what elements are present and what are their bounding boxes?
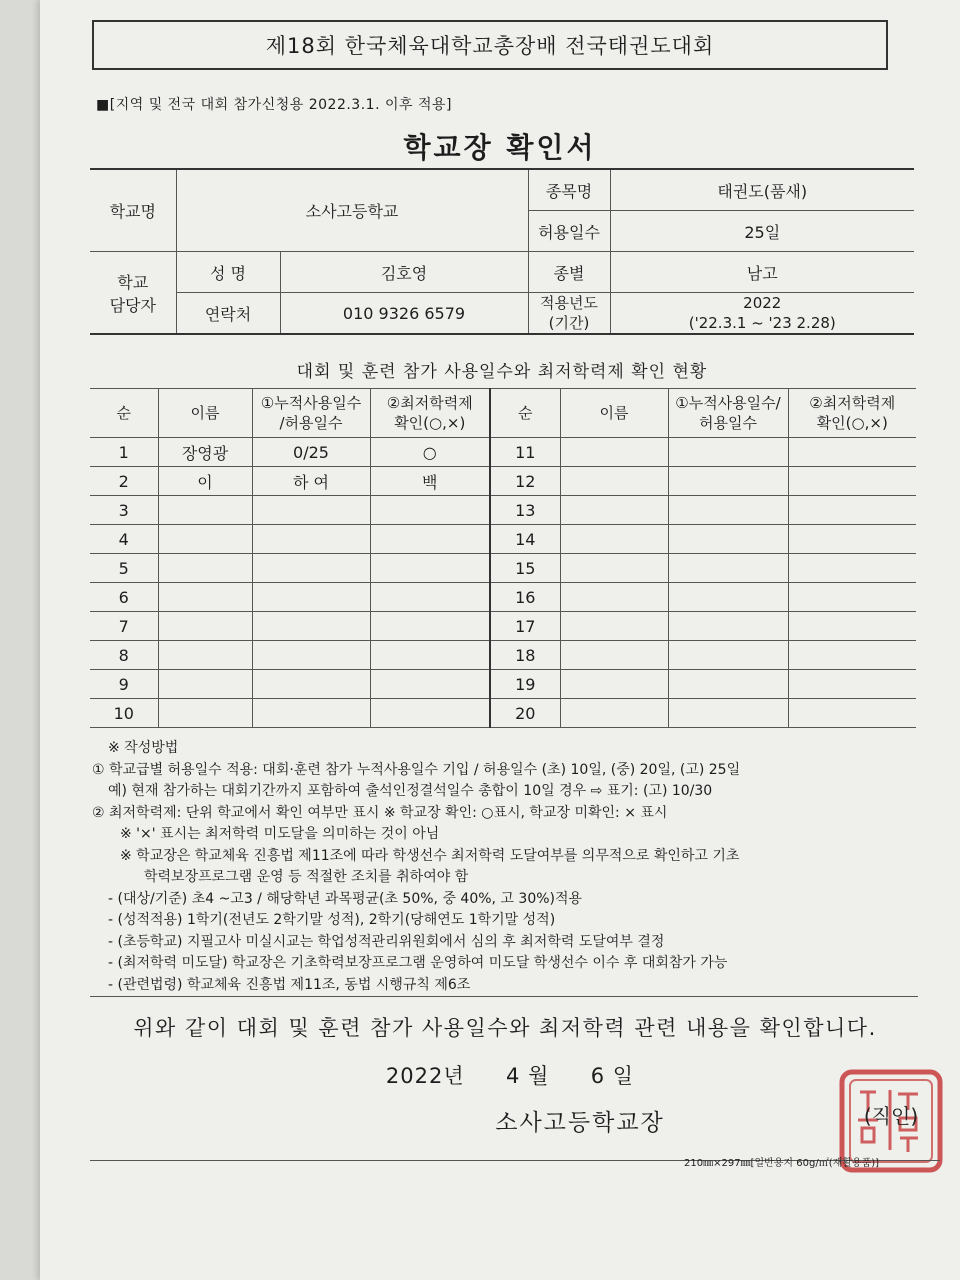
col-check-right-line1: ②최저학력제: [809, 394, 896, 412]
row-check: [370, 641, 490, 670]
row-check-right: [788, 641, 916, 670]
row-name: [158, 554, 252, 583]
row-name-right: [560, 438, 668, 467]
row-name: [158, 699, 252, 728]
col-no-right: 순: [490, 389, 560, 438]
note-line: - (관련법령) 학교체육 진흥법 제11조, 동법 시행규칙 제6조: [108, 976, 471, 993]
note-line: ① 학교급별 허용일수 적용: 대회·훈련 참가 누적사용일수 기입 / 허용일수 (초) 10일, (중) 20일, (고) 25일: [92, 761, 741, 778]
row-no: 4: [90, 525, 158, 554]
row-name: 장영광: [158, 438, 252, 467]
col-check: [370, 389, 490, 438]
note-line: ※ 학교장은 학교체육 진흥법 제11조에 따라 학생선수 최저학력 도달여부를 의무적으로 확인하고 기초: [120, 847, 740, 864]
divider: [90, 996, 918, 997]
row-name-right: [560, 641, 668, 670]
gender-value: 남고: [610, 252, 914, 293]
table-row: [90, 525, 916, 554]
event-label: 종목명: [528, 169, 610, 211]
apply-year-value-line2: ('22.3.1 ~ '23 2.28): [688, 314, 836, 332]
note-line: - (성적적용) 1학기(전년도 2학기말 성적), 2학기(당해연도 1학기말 성적): [108, 912, 556, 928]
allowed-days-value: 25일: [610, 211, 914, 252]
row-days: [252, 554, 370, 583]
row-days-right: [668, 525, 788, 554]
row-days-right: [668, 641, 788, 670]
row-check: 백: [370, 467, 490, 496]
phone-value: 010 9326 6579: [280, 293, 528, 335]
sign-date: [0, 1060, 960, 1090]
col-days-right-line2: 허용일수: [699, 414, 757, 432]
date-year: 2022년: [385, 1064, 465, 1088]
note-line: - (초등학교) 지필고사 미실시교는 학업성적관리위원회에서 심의 후 최저학력 도달여부 결정: [108, 933, 665, 950]
note-line: 학력보장프로그램 운영 등 적절한 조치를 취하여야 함: [144, 869, 469, 885]
col-days: [252, 389, 370, 438]
row-no-right: 12: [490, 467, 560, 496]
row-check-right: [788, 670, 916, 699]
row-name-right: [560, 554, 668, 583]
row-no-right: 20: [490, 699, 560, 728]
row-days-right: [668, 438, 788, 467]
phone-label: 연락처: [176, 293, 280, 335]
participation-table: [90, 388, 916, 728]
school-info-table: [90, 168, 914, 335]
row-check-right: [788, 467, 916, 496]
row-name: [158, 641, 252, 670]
row-name-right: [560, 612, 668, 641]
writing-instructions: [92, 738, 916, 996]
note-line: ※ '×' 표시는 최저학력 미도달을 의미하는 것이 아님: [120, 826, 440, 842]
row-name: 이: [158, 467, 252, 496]
event-value: 태권도(품새): [610, 169, 914, 211]
table-row: [90, 641, 916, 670]
row-no: 6: [90, 583, 158, 612]
row-name: [158, 670, 252, 699]
col-name-right: 이름: [560, 389, 668, 438]
row-check: [370, 525, 490, 554]
row-no-right: 17: [490, 612, 560, 641]
contact-label-line2: 담당자: [109, 295, 156, 315]
application-note: ■[지역 및 전국 대회 참가신청용 2022.3.1. 이후 적용]: [96, 97, 452, 113]
row-check-right: [788, 699, 916, 728]
principal-name: 소사고등학교장: [495, 1110, 665, 1136]
name-label: 성 명: [176, 252, 280, 293]
contact-label-line1: 학교: [117, 272, 149, 292]
school-name-value: 소사고등학교: [176, 169, 528, 252]
row-check: ○: [370, 438, 490, 467]
row-days: 0/25: [252, 438, 370, 467]
row-no: 10: [90, 699, 158, 728]
col-name: 이름: [158, 389, 252, 438]
gender-label: 종별: [528, 252, 610, 293]
note-line: 예) 현재 참가하는 대회기간까지 포함하여 출석인정결석일수 총합이 10일 경우 ⇨ 표기: (고) 10/30: [108, 783, 713, 799]
row-name-right: [560, 467, 668, 496]
row-days: [252, 525, 370, 554]
date-month: 4 월: [506, 1064, 550, 1088]
table-header-row: [90, 389, 916, 438]
col-check-line2: 확인(○,×): [394, 414, 466, 432]
date-day: 6 일: [590, 1064, 635, 1088]
row-days: [252, 641, 370, 670]
table-row: [90, 612, 916, 641]
apply-year-label-line1: 적용년도: [540, 294, 598, 312]
row-name: [158, 583, 252, 612]
row-name: [158, 612, 252, 641]
row-days: [252, 699, 370, 728]
note-line: - (최저학력 미도달) 학교장은 기초학력보장프로그램 운영하여 미도달 학생선수 이수 후 대회참가 가능: [108, 955, 728, 971]
row-no-right: 14: [490, 525, 560, 554]
row-no: 9: [90, 670, 158, 699]
row-no-right: 11: [490, 438, 560, 467]
confirmation-statement: 위와 같이 대회 및 훈련 참가 사용일수와 최저학력 관련 내용을 확인합니다.: [133, 1016, 877, 1040]
status-heading: 대회 및 훈련 참가 사용일수와 최저학력제 확인 현황: [296, 361, 708, 382]
school-name-label: 학교명: [90, 169, 176, 252]
row-check: [370, 699, 490, 728]
row-no-right: 19: [490, 670, 560, 699]
row-days: [252, 612, 370, 641]
table-row: [90, 554, 916, 583]
row-days: [252, 670, 370, 699]
allowed-days-label: 허용일수: [528, 211, 610, 252]
table-row: [90, 670, 916, 699]
note-line: - (대상/기준) 초4 ~고3 / 해당학년 과목평균(초 50%, 중 40%, 고 30%)적용: [108, 890, 583, 907]
row-no: 3: [90, 496, 158, 525]
row-days-right: [668, 583, 788, 612]
notes-heading: ※ 작성방법: [108, 740, 179, 756]
row-days-right: [668, 554, 788, 583]
row-no: 2: [90, 467, 158, 496]
col-check-right-line2: 확인(○,×): [816, 414, 888, 432]
event-title: 제18회 한국체육대학교총장배 전국태권도대회: [92, 20, 888, 70]
row-name: [158, 496, 252, 525]
row-check: [370, 670, 490, 699]
apply-year-value: [610, 293, 914, 335]
table-row: [90, 438, 916, 467]
row-check-right: [788, 496, 916, 525]
row-check-right: [788, 554, 916, 583]
row-name-right: [560, 583, 668, 612]
row-no-right: 15: [490, 554, 560, 583]
row-days-right: [668, 670, 788, 699]
seal-label: (직인): [863, 1104, 919, 1128]
apply-year-label: [528, 293, 610, 335]
contact-person-label: [90, 252, 176, 335]
row-days: [252, 496, 370, 525]
row-no-right: 18: [490, 641, 560, 670]
paper-spec: 210㎜×297㎜[일반용지 60g/㎡(재활용품)]: [684, 1158, 880, 1169]
row-name: [158, 525, 252, 554]
col-days-right: [668, 389, 788, 438]
row-name-right: [560, 670, 668, 699]
col-check-line1: ②최저학력제: [386, 394, 473, 412]
row-name-right: [560, 525, 668, 554]
apply-year-label-line2: (기간): [548, 314, 590, 332]
row-no: 8: [90, 641, 158, 670]
row-check: [370, 583, 490, 612]
document-title: 학교장 확인서: [403, 131, 597, 164]
row-no-right: 16: [490, 583, 560, 612]
row-days-right: [668, 699, 788, 728]
row-no: 7: [90, 612, 158, 641]
col-days-right-line1: ①누적사용일수/: [675, 394, 781, 412]
row-days-right: [668, 467, 788, 496]
row-no: 1: [90, 438, 158, 467]
row-name-right: [560, 496, 668, 525]
apply-year-value-line1: 2022: [743, 294, 782, 312]
row-check: [370, 496, 490, 525]
name-value: 김호영: [280, 252, 528, 293]
row-days: 하 여: [252, 467, 370, 496]
col-days-line2: /허용일수: [279, 414, 343, 432]
table-row: [90, 699, 916, 728]
row-check-right: [788, 438, 916, 467]
table-row: [90, 467, 916, 496]
row-check: [370, 612, 490, 641]
col-days-line1: ①누적사용일수: [260, 394, 362, 412]
row-days-right: [668, 612, 788, 641]
row-name-right: [560, 699, 668, 728]
col-check-right: [788, 389, 916, 438]
row-days: [252, 583, 370, 612]
row-no: 5: [90, 554, 158, 583]
row-check-right: [788, 612, 916, 641]
row-check-right: [788, 525, 916, 554]
col-no: 순: [90, 389, 158, 438]
row-days-right: [668, 496, 788, 525]
row-check-right: [788, 583, 916, 612]
row-check: [370, 554, 490, 583]
table-row: [90, 496, 916, 525]
table-row: [90, 583, 916, 612]
note-line: ② 최저학력제: 단위 학교에서 확인 여부만 표시 ※ 학교장 확인: ○표시, 학교장 미확인: × 표시: [92, 804, 668, 821]
row-no-right: 13: [490, 496, 560, 525]
